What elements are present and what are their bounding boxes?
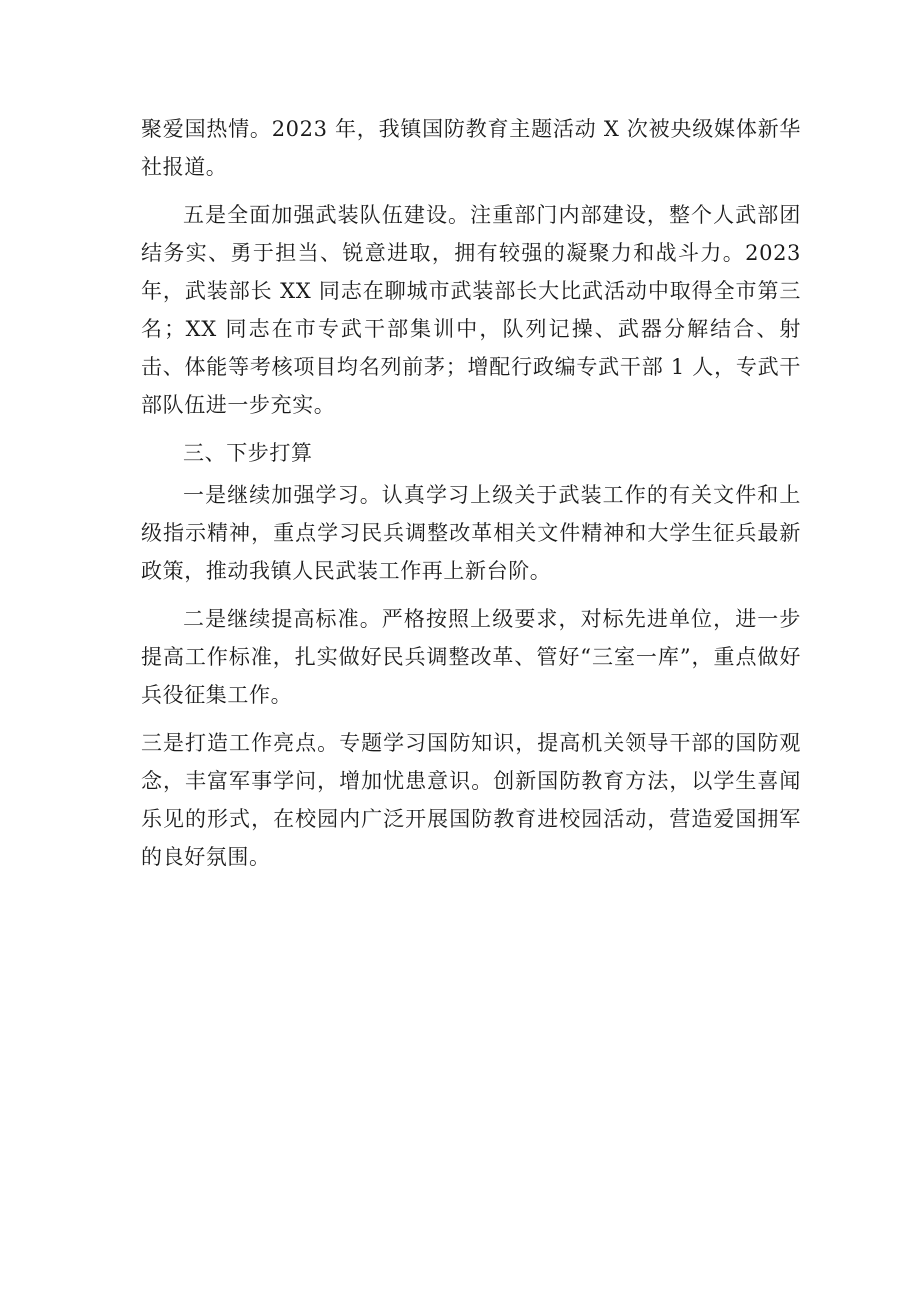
- paragraph-plan-three: 三是打造工作亮点。专题学习国防知识，提高机关领导干部的国防观念，丰富军事学问，增加忧患意识。创新国防教育方法，以学生喜闻乐见的形式，在校园内广泛开展国防教育进校园活动，营造爱国拥军的良好氛围。: [141, 731, 801, 869]
- section-heading-next-steps: 三、下步打算: [183, 441, 313, 465]
- paragraph-intro-end: 聚爱国热情。2023 年，我镇国防教育主题活动 X 次被央级媒体新华社报道。: [141, 117, 801, 179]
- paragraph-plan-two: 二是继续提高标准。严格按照上级要求，对标先进单位，进一步提高工作标准，扎实做好民兵调整改革、管好“三室一库”，重点做好兵役征集工作。: [141, 607, 801, 707]
- paragraph-plan-one: 一是继续加强学习。认真学习上级关于武装工作的有关文件和上级指示精神，重点学习民兵调整改革相关文件精神和大学生征兵最新政策，推动我镇人民武装工作再上新台阶。: [141, 483, 801, 583]
- document-body: [141, 110, 801, 886]
- paragraph-point-five: 五是全面加强武装队伍建设。注重部门内部建设，整个人武部团结务实、勇于担当、锐意进取，拥有较强的凝聚力和战斗力。2023 年，武装部长 XX 同志在聊城市武装部长大比武活动中取得全市第三名；XX 同志在市专武干部集训中，队列记操、武器分解结合、射击、体能等考核项目均名列前茅；增配行政编专武干部 1 人，专武干部队伍进一步充实。: [141, 203, 801, 417]
